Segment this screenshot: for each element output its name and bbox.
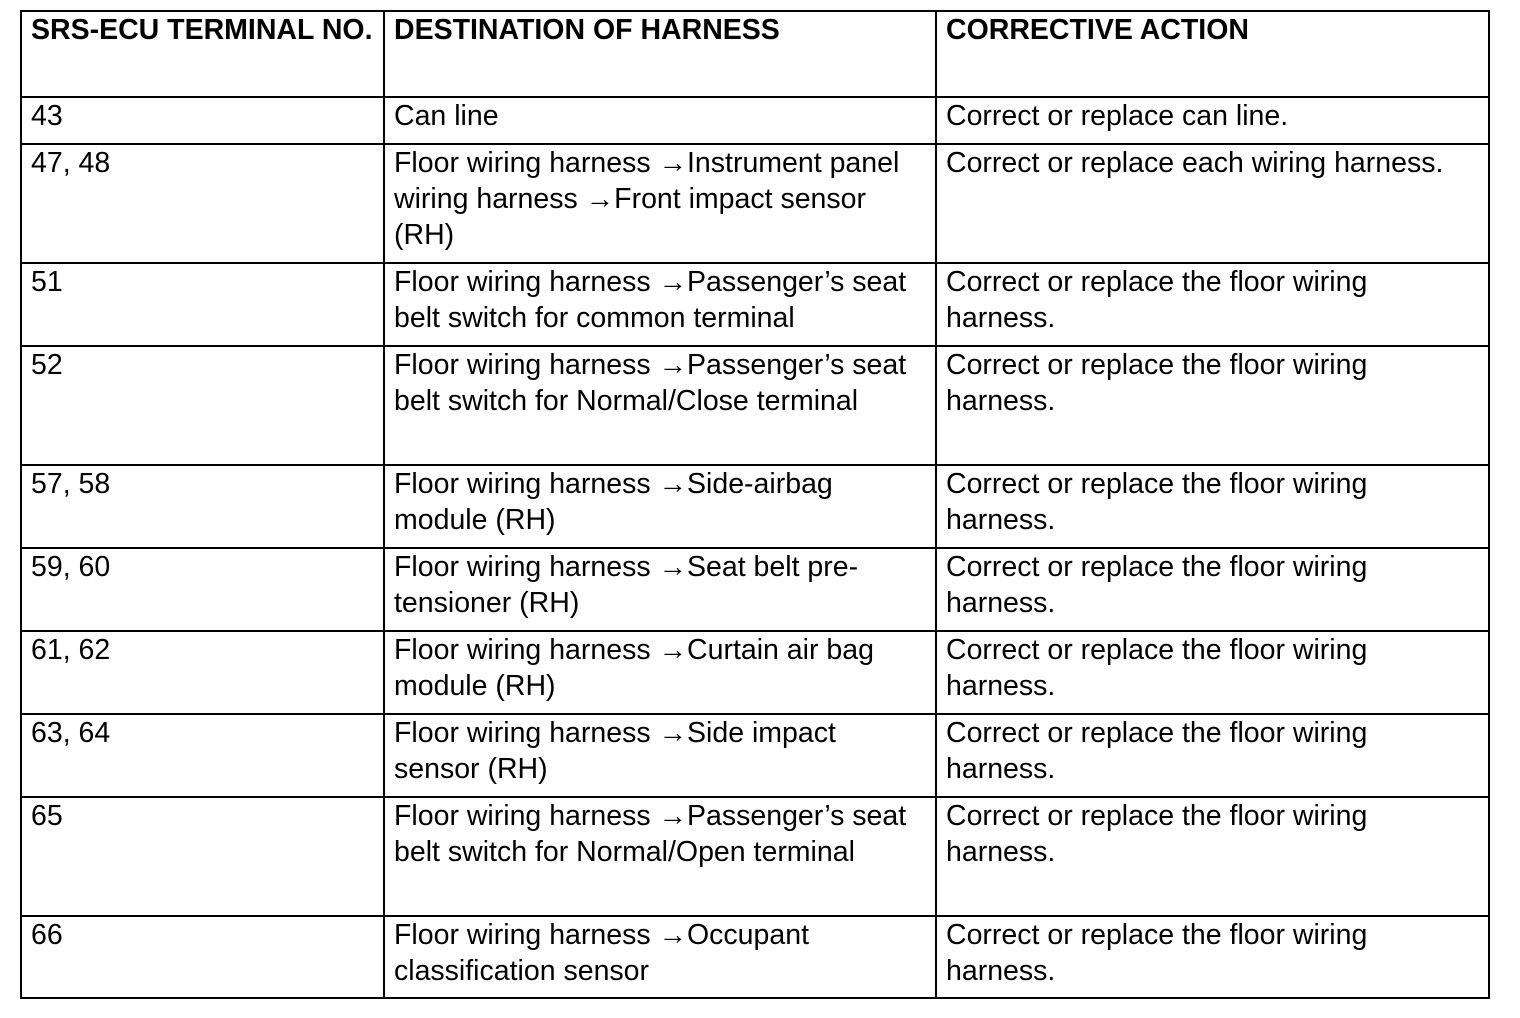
table-row [21, 97, 1489, 144]
destination-cell: Floor wiring harness →Passenger’s seat belt switch for Normal/Close terminal [384, 346, 936, 465]
action-cell: Correct or replace can line. [936, 97, 1489, 144]
table-row [21, 144, 1489, 263]
destination-cell: Can line [384, 97, 936, 144]
action-cell: Correct or replace the floor wiring harness. [936, 916, 1489, 998]
terminal-cell: 52 [21, 346, 384, 465]
header-terminal-no: SRS-ECU TERMINAL NO. [21, 11, 384, 97]
destination-cell: Floor wiring harness →Occupant classification sensor [384, 916, 936, 998]
action-cell: Correct or replace the floor wiring harness. [936, 631, 1489, 714]
terminal-cell: 59, 60 [21, 548, 384, 631]
action-cell: Correct or replace the floor wiring harness. [936, 346, 1489, 465]
table-row [21, 263, 1489, 346]
action-cell: Correct or replace the floor wiring harness. [936, 797, 1489, 916]
table-row [21, 631, 1489, 714]
header-destination-of-harness: DESTINATION OF HARNESS [384, 11, 936, 97]
table-row [21, 797, 1489, 916]
terminal-cell: 57, 58 [21, 465, 384, 548]
destination-cell: Floor wiring harness →Curtain air bag module (RH) [384, 631, 936, 714]
terminal-cell: 66 [21, 916, 384, 998]
terminal-cell: 47, 48 [21, 144, 384, 263]
table-row [21, 465, 1489, 548]
table-row [21, 346, 1489, 465]
terminal-cell: 65 [21, 797, 384, 916]
table-row [21, 548, 1489, 631]
action-cell: Correct or replace the floor wiring harness. [936, 263, 1489, 346]
destination-cell: Floor wiring harness →Instrument panel wiring harness →Front impact sensor (RH) [384, 144, 936, 263]
terminal-cell: 61, 62 [21, 631, 384, 714]
destination-cell: Floor wiring harness →Passenger’s seat belt switch for common terminal [384, 263, 936, 346]
terminal-cell: 43 [21, 97, 384, 144]
harness-inspection-table [20, 10, 1490, 999]
terminal-cell: 51 [21, 263, 384, 346]
destination-cell: Floor wiring harness →Side-airbag module (RH) [384, 465, 936, 548]
action-cell: Correct or replace each wiring harness. [936, 144, 1489, 263]
action-cell: Correct or replace the floor wiring harness. [936, 548, 1489, 631]
header-corrective-action: CORRECTIVE ACTION [936, 11, 1489, 97]
terminal-cell: 63, 64 [21, 714, 384, 797]
action-cell: Correct or replace the floor wiring harness. [936, 465, 1489, 548]
destination-cell: Floor wiring harness →Side impact sensor (RH) [384, 714, 936, 797]
table-row [21, 916, 1489, 998]
table-row [21, 714, 1489, 797]
destination-cell: Floor wiring harness →Passenger’s seat belt switch for Normal/Open terminal [384, 797, 936, 916]
destination-cell: Floor wiring harness →Seat belt pre-tensioner (RH) [384, 548, 936, 631]
action-cell: Correct or replace the floor wiring harness. [936, 714, 1489, 797]
table-header-row [21, 11, 1489, 97]
